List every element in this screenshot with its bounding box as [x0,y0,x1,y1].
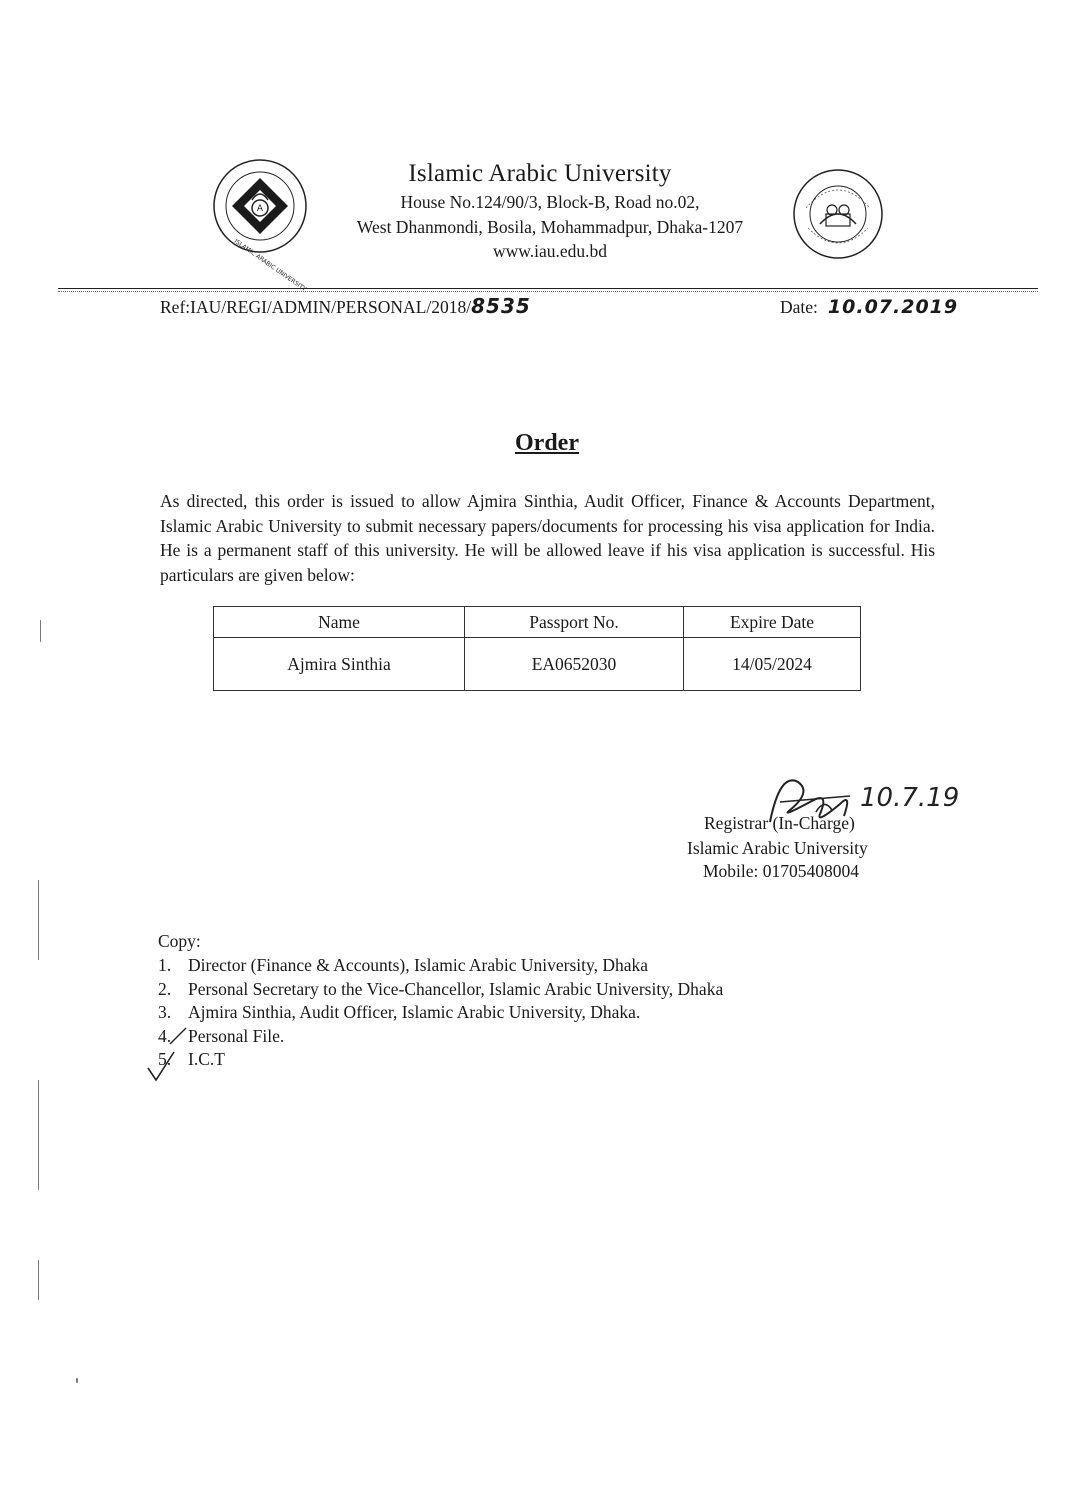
table-header-expire: Expire Date [684,607,861,638]
table-header-passport: Passport No. [465,607,684,638]
scan-artifact [40,620,41,642]
scan-artifact [38,1080,39,1190]
table-cell-passport: EA0652030 [465,638,684,691]
address-line-1: House No.124/90/3, Block-B, Road no.02, [400,192,700,212]
header-divider [58,288,1038,289]
list-item-number: 5. [158,1049,172,1070]
particulars-table [213,606,861,691]
list-item [158,1026,723,1050]
list-item-text: Director (Finance & Accounts), Islamic Arabic University, Dhaka [188,955,649,975]
address-line-2: West Dhanmondi, Bosila, Mohammadpur, Dhaka-1207 [356,217,744,237]
website: www.iau.edu.bd [492,241,608,261]
university-logo [212,158,308,293]
university-name: Islamic Arabic University [408,160,672,187]
table-header-name: Name [214,607,465,638]
signatory-mobile: Mobile: 01705408004 [703,861,860,881]
signatory-organization: Islamic Arabic University [687,838,868,858]
list-item-number: 3. [158,1002,172,1023]
table-row [214,638,861,691]
document-date [780,296,958,318]
reference-handwritten-number: 8535 [471,294,531,318]
reference-number [160,294,531,318]
list-item-text: Personal File. [188,1025,285,1046]
table-cell-name: Ajmira Sinthia [214,638,465,691]
date-label: Date: [780,297,818,317]
list-item-text: Personal Secretary to the Vice-Chancellor, Islamic Arabic University, Dhaka [188,978,724,999]
copy-heading: Copy: [158,931,201,951]
reference-prefix: Ref:IAU/REGI/ADMIN/PERSONAL/2018/ [160,297,472,317]
list-item-number: 4. [158,1025,172,1046]
university-seal [792,168,884,260]
list-item-text: I.C.T [188,1049,225,1070]
table-header-row [214,607,861,638]
list-item-number: 1. [158,955,172,975]
header-divider-shadow [58,291,1038,292]
scan-artifact [76,1378,78,1383]
list-item [158,979,723,1003]
signatory-title: Registrar (In-Charge) [704,813,855,833]
svg-text:ISLAMIC ARABIC UNIVERSITY: ISLAMIC ARABIC UNIVERSITY [232,237,308,293]
list-item-text: Ajmira Sinthia, Audit Officer, Islamic Arabic University, Dhaka. [188,1002,641,1023]
handwritten-tick-marks [140,1022,200,1082]
list-item [158,1049,723,1073]
table-cell-expire: 14/05/2024 [684,638,861,691]
list-item [158,1002,723,1026]
svg-text:A: A [256,204,264,214]
date-handwritten: 10.07.2019 [827,296,959,318]
order-body: As directed, this order is issued to allow Ajmira Sinthia, Audit Officer, Finance & Accounts Department, Islamic Arabic University to submit necessary papers/documents for processing his visa application for India. He is a permanent staff of this university. He will be allowed leave if his visa application is successful. His particulars are given below: [160,491,935,585]
document-title: Order [515,430,579,456]
copy-list [158,955,723,1073]
list-item-number: 2. [158,978,172,999]
scan-artifact [38,1260,39,1300]
list-item [158,955,723,979]
scan-artifact [38,880,39,960]
svg-text:10.7.19: 10.7.19 [860,783,960,813]
